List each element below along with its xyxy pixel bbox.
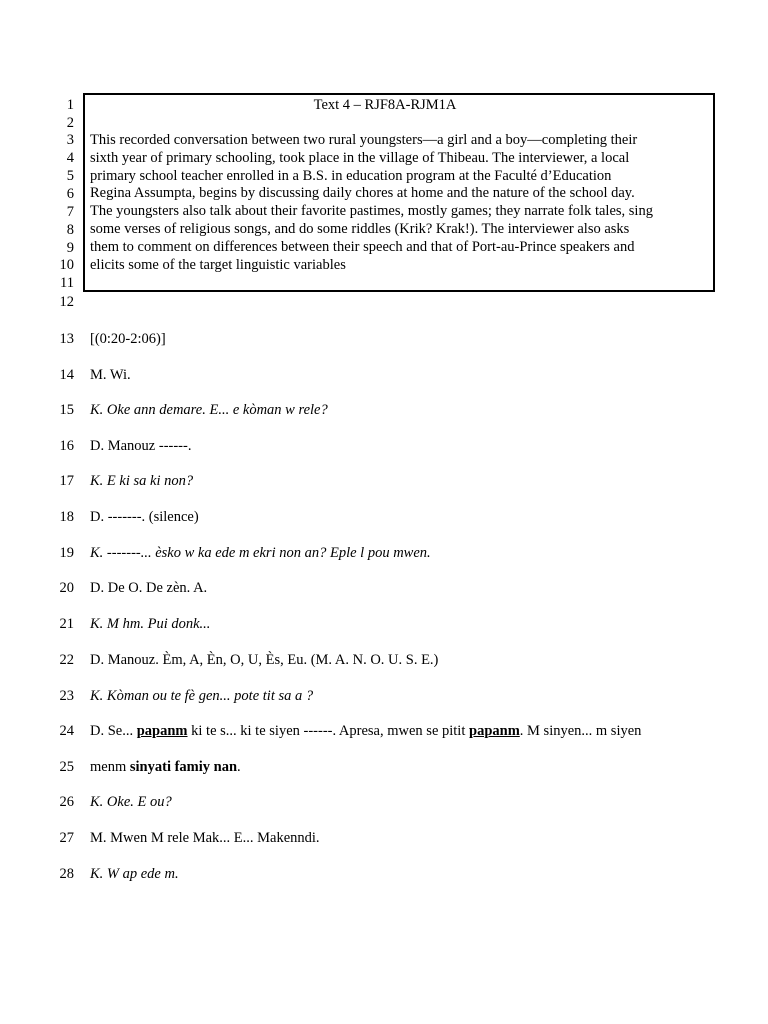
highlighted-variable: papanm	[136, 723, 188, 739]
text-segment: ki te s... ki te siyen ------. Apresa, mwen se pitit	[187, 723, 469, 739]
interviewer-line: K. Kòman ou te fè gen... pote tit sa a ?	[90, 688, 314, 704]
document-title: Text 4 – RJF8A-RJM1A	[313, 97, 457, 113]
interviewer-line: K. M hm. Pui donk...	[90, 616, 211, 632]
line-number: 14	[59, 367, 74, 383]
transcript-line: D. De O. De zèn. A.	[90, 580, 208, 596]
bold-variable: sinyati famiy nan	[129, 759, 238, 775]
line-number: 7	[66, 204, 74, 220]
line-number: 15	[59, 402, 74, 418]
line-number: 6	[66, 186, 74, 202]
intro-line: elicits some of the target linguistic variables	[90, 256, 346, 273]
line-number: 27	[59, 830, 74, 846]
interviewer-line: K. E ki sa ki non?	[90, 473, 194, 489]
transcript-line: M. Wi.	[90, 367, 131, 383]
line-number: 13	[59, 331, 74, 347]
intro-line: primary school teacher enrolled in a B.S. in education program at the Faculté d’Education	[90, 167, 612, 184]
line-number: 8	[66, 222, 74, 238]
line-number: 10	[59, 257, 74, 273]
highlighted-variable: papanm	[469, 723, 520, 739]
line-number: 11	[60, 275, 74, 291]
intro-line: sixth year of primary schooling, took place in the village of Thibeau. The interviewer, a local	[90, 149, 630, 166]
line-number: 23	[59, 688, 74, 704]
intro-line: This recorded conversation between two rural youngsters—a girl and a boy—completing their	[90, 132, 638, 148]
line-number: 1	[66, 97, 74, 113]
line-number: 9	[66, 240, 74, 256]
line-number: 20	[59, 580, 74, 596]
line-number: 21	[59, 616, 74, 632]
line-number: 5	[66, 168, 74, 184]
line-number: 4	[66, 150, 74, 166]
line-number: 28	[59, 866, 74, 882]
line-number: 22	[59, 652, 74, 668]
line-number: 18	[59, 509, 74, 525]
line-number: 19	[59, 545, 74, 561]
timestamp: [(0:20-2:06)]	[90, 331, 166, 347]
interviewer-line: K. W ap ede m.	[90, 866, 179, 882]
transcript-line	[90, 723, 641, 740]
intro-paragraph	[90, 132, 710, 274]
line-number: 26	[59, 794, 74, 810]
line-number: 12	[59, 294, 74, 310]
intro-line: The youngsters also talk about their favorite pastimes, mostly games; they narrate folk tales, sing	[90, 203, 653, 220]
line-number: 2	[66, 115, 74, 131]
interviewer-line: K. -------... èsko w ka ede m ekri non an? Eple l pou mwen.	[90, 545, 431, 561]
transcript-line: D. Manouz ------.	[90, 438, 192, 454]
text-segment: D. Se...	[90, 723, 137, 739]
intro-line: Regina Assumpta, begins by discussing daily chores at home and the nature of the school day.	[90, 185, 635, 202]
transcript-line: M. Mwen M rele Mak... E... Makenndi.	[90, 830, 320, 846]
line-number: 17	[59, 473, 74, 489]
transcript-line: D. -------. (silence)	[90, 509, 199, 525]
intro-line: them to comment on differences between their speech and that of Port-au-Prince speakers and	[90, 238, 635, 255]
text-segment: . M sinyen... m siyen	[519, 723, 642, 739]
text-segment: menm	[90, 759, 130, 775]
intro-line: some verses of religious songs, and do some riddles (Krik? Krak!). The interviewer also asks	[90, 220, 630, 237]
interviewer-line: K. Oke ann demare. E... e kòman w rele?	[90, 402, 328, 418]
transcript-line: D. Manouz. Èm, A, Èn, O, U, Ès, Eu. (M. A. N. O. U. S. E.)	[90, 652, 439, 668]
line-number: 25	[59, 759, 74, 775]
line-number: 16	[59, 438, 74, 454]
transcript-line	[90, 759, 241, 776]
text-segment: .	[237, 759, 241, 775]
interviewer-line: K. Oke. E ou?	[90, 794, 172, 810]
line-number: 3	[66, 132, 74, 148]
line-number: 24	[59, 723, 74, 739]
